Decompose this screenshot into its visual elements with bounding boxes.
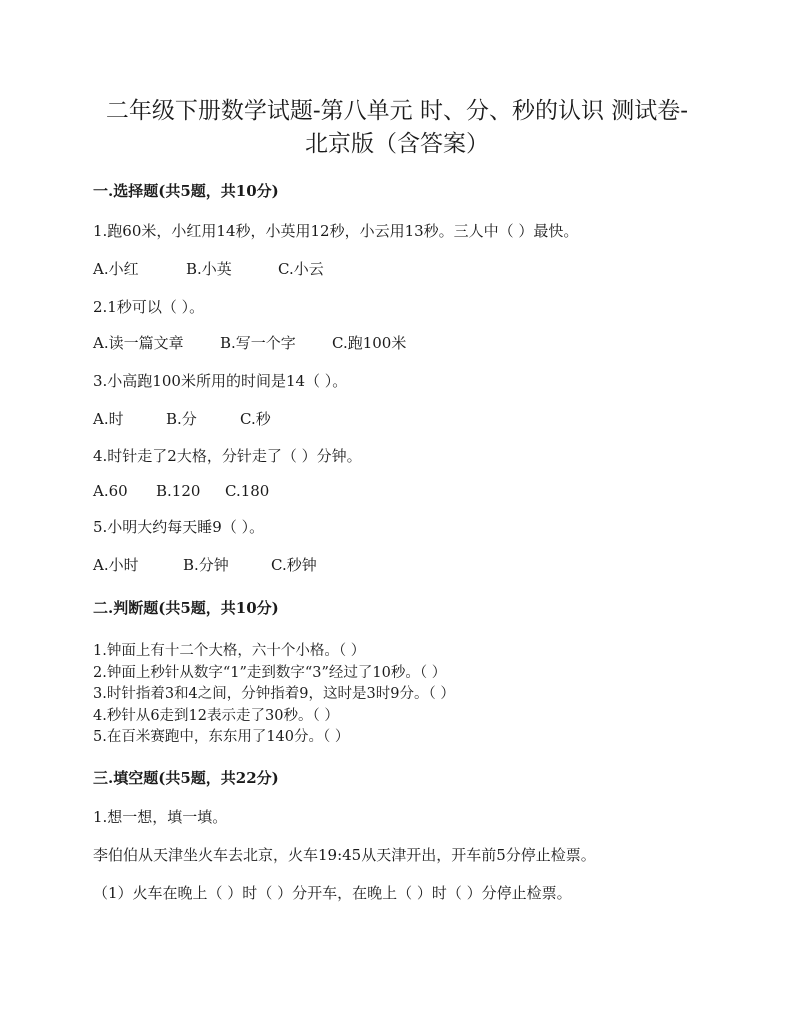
answer-option: A.时 [93,410,124,428]
answer-option: A.小红 [93,260,139,278]
judge-item: 1.钟面上有十二个大格，六十个小格。（ ） [93,643,366,659]
judge-item: 3.时针指着3和4之间，分钟指着9，这时是3时9分。（ ） [93,686,455,702]
answer-option: C.秒 [240,410,271,428]
answer-option: B.120 [156,482,201,500]
answer-option: A.读一篇文章 [93,334,184,352]
question-subpart: （1）火车在晚上（ ）时（ ）分开车，在晚上（ ）时（ ）分停止检票。 [93,884,572,902]
section-heading-fill: 三.填空题(共5题，共22分) [93,769,279,787]
document-title-line2: 北京版（含答案） [305,131,489,157]
question-text: 4.时针走了2大格，分针走了（ ）分钟。 [93,447,362,465]
document-title-line1: 二年级下册数学试题-第八单元 时、分、秒的认识 测试卷- [105,98,689,124]
answer-option: C.180 [225,482,270,500]
judge-item: 2.钟面上秒针从数字“1”走到数字“3”经过了10秒。（ ） [93,665,447,681]
answer-option: A.60 [93,482,128,500]
answer-option: B.分钟 [183,556,229,574]
question-context: 李伯伯从天津坐火车去北京，火车19:45从天津开出，开车前5分停止检票。 [93,846,596,864]
question-text: 5.小明大约每天睡9（ ）。 [93,518,265,536]
section-heading-judge: 二.判断题(共5题，共10分) [93,599,279,617]
answer-option: B.小英 [186,260,232,278]
answer-option: C.跑100米 [332,334,407,352]
answer-option: B.分 [166,410,197,428]
question-text: 2.1秒可以（ ）。 [93,298,205,316]
question-text: 3.小高跑100米所用的时间是14（ ）。 [93,372,348,390]
judge-item: 4.秒针从6走到12表示走了30秒。（ ） [93,708,339,724]
answer-option: C.秒钟 [271,556,317,574]
question-text: 1.跑60米，小红用14秒，小英用12秒，小云用13秒。三人中（ ）最快。 [93,222,579,240]
question-text: 1.想一想，填一填。 [93,808,228,826]
section-heading-choice: 一.选择题(共5题，共10分) [93,182,279,200]
judge-item: 5.在百米赛跑中，东东用了140分。（ ） [93,729,350,745]
answer-option: A.小时 [93,556,139,574]
answer-option: C.小云 [278,260,324,278]
answer-option: B.写一个字 [220,334,296,352]
